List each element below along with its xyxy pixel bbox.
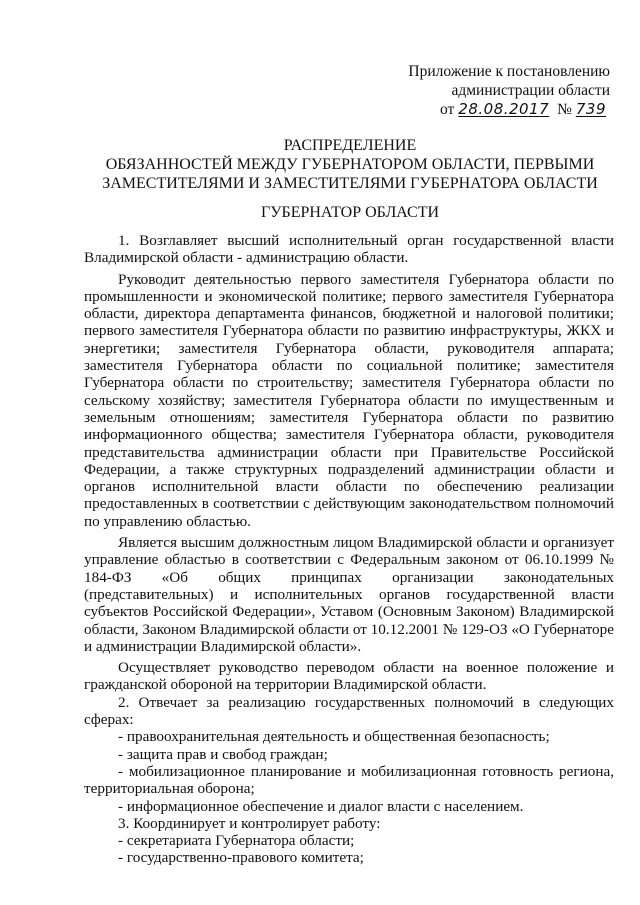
attachment-header	[408, 62, 610, 119]
paragraph-coordination: 3. Координирует и контролирует работу:	[118, 814, 381, 832]
title-line-2: ОБЯЗАННОСТЕЙ МЕЖДУ ГУБЕРНАТОРОМ ОБЛАСТИ, ПЕРВЫМИ	[105, 156, 595, 173]
list-item: - информационное обеспечение и диалог власти с населением.	[118, 797, 524, 815]
list-item: - секретариата Губернатора области;	[118, 832, 355, 850]
list-item: - защита прав и свобод граждан;	[118, 745, 328, 763]
paragraph-1: 1. Возглавляет высший исполнительный орган государственной власти Владимирской области - администрацию области.	[84, 232, 614, 267]
list-item: - государственно-правового комитета;	[118, 849, 364, 867]
document-date: 28.08.2017	[458, 100, 550, 118]
document-title	[80, 136, 620, 193]
title-line-1: РАСПРЕДЕЛЕНИЕ	[283, 137, 417, 154]
attachment-line-1: Приложение к постановлению	[408, 63, 610, 80]
attachment-line-2: администрации области	[451, 82, 610, 99]
attachment-date-line	[408, 100, 610, 119]
document-number: 739	[575, 100, 606, 118]
paragraph-2: Руководит деятельностью первого заместителя Губернатора области по промышленности и экономической политике; первого заместителя Губернатора области, директора департамента финансов, бюджетной и налоговой политики; первого заместителя Губернатора области по развитию инфраструктуры, ЖКХ и энергетики; заместителя Губернатора области, руководителя аппарата; заместителя Губернатора области по социальной политике; заместителя Губернатора области по строительству; заместителя Губернатора области по сельскому хозяйству; заместителя Губернатора области по имущественным и земельным отношениям; заместителя Губернатора области по развитию информационного общества; заместителя Губернатора области, руководителя представительства администрации области при Правительстве Российской Федерации, а также структурных подразделений администрации области и органов исполнительной власти области по обеспечению реализации предоставленных в соответствии с действующим законодательством полномочий по управлению областью.	[84, 270, 614, 530]
number-prefix: №	[557, 101, 572, 118]
paragraph-4: Осуществляет руководство переводом области на военное положение и гражданской обороной на территории Владимирской области.	[84, 659, 614, 694]
date-prefix: от	[439, 101, 455, 118]
paragraph-3: Является высшим должностным лицом Владимирской области и организует управление областью в соответствии с Федеральным законом от 06.10.1999 № 184-ФЗ «Об общих принципах организации законодательных (представительных) и исполнительных органов государственной власти субъектов Российской Федерации», Уставом (Основным Законом) Владимирской области, Законом Владимирской области от 10.12.2001 № 129-ОЗ «О Губернаторе и администрации Владимирской области».	[84, 534, 614, 655]
document-body	[84, 232, 614, 867]
list-item: - мобилизационное планирование и мобилизационная готовность региона, территориальная оборона;	[84, 762, 614, 798]
paragraph-5: 2. Отвечает за реализацию государственных полномочий в следующих сферах:	[84, 693, 614, 729]
section-title: ГУБЕРНАТОР ОБЛАСТИ	[260, 204, 440, 221]
list-item: - правоохранительная деятельность и общественная безопасность;	[118, 728, 550, 746]
title-line-3: ЗАМЕСТИТЕЛЯМИ И ЗАМЕСТИТЕЛЯМИ ГУБЕРНАТОРА ОБЛАСТИ	[102, 175, 598, 192]
